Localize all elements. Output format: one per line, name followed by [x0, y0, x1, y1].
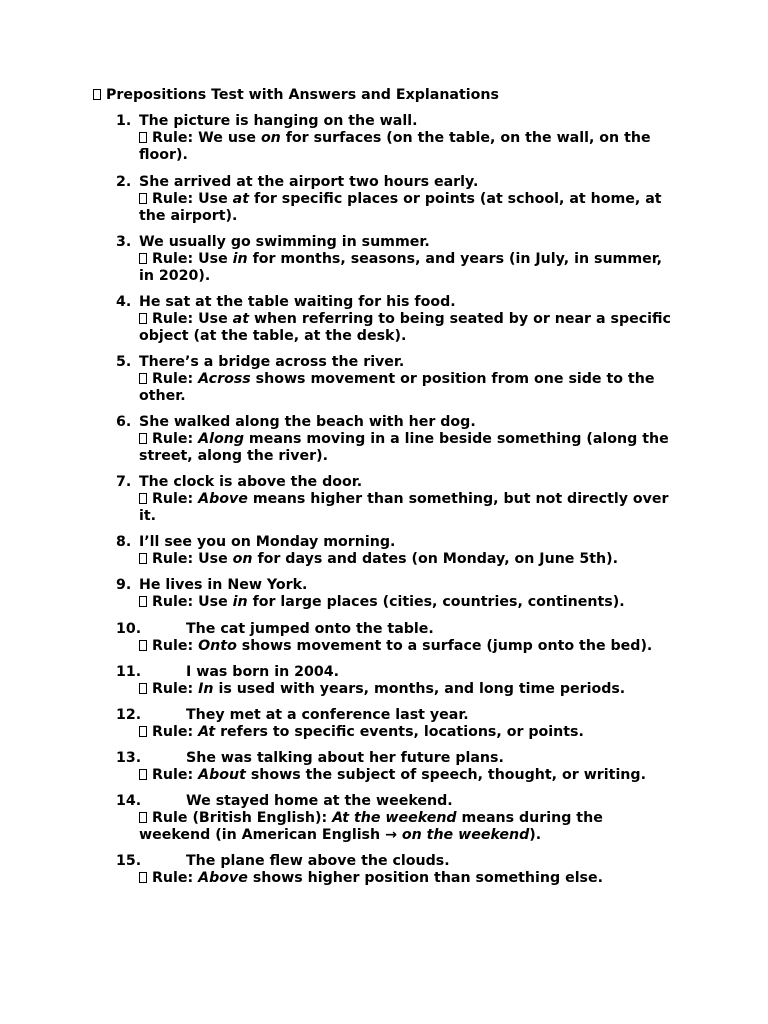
checkbox-glyph-icon	[139, 132, 147, 143]
checkbox-glyph-icon	[139, 769, 147, 780]
item-number: 14.	[116, 793, 142, 809]
rule-text: Rule:	[152, 767, 199, 783]
item-sentence: The cat jumped onto the table.	[186, 621, 434, 637]
checkbox-glyph-icon	[139, 373, 147, 384]
rule-text: means higher than something, but not directly over it.	[139, 491, 669, 524]
item-rule	[139, 638, 674, 655]
item-sentence: They met at a conference last year.	[186, 707, 469, 723]
rule-text: Rule (British English):	[152, 810, 333, 826]
checkbox-glyph-icon	[139, 596, 147, 607]
rule-keyword: At	[198, 724, 216, 740]
item-sentence: We stayed home at the weekend.	[186, 793, 453, 809]
rule-keyword: on the weekend	[401, 826, 530, 843]
rule-text: Rule:	[152, 870, 199, 886]
checkbox-glyph-icon	[139, 683, 147, 694]
item-sentence: The clock is above the door.	[139, 474, 363, 490]
checkbox-glyph-icon	[139, 812, 147, 823]
item-rule	[139, 594, 674, 611]
checkbox-glyph-icon	[139, 193, 147, 204]
rule-text: Rule: Use	[152, 311, 233, 327]
rule-text: Rule: Use	[152, 191, 233, 207]
rule-text: for months, seasons, and years (in July, in summer, in 2020).	[139, 251, 663, 284]
checkbox-glyph-icon	[139, 313, 147, 324]
rule-text: refers to specific events, locations, or points.	[215, 724, 584, 740]
checkbox-glyph-icon	[139, 872, 147, 883]
item-sentence: He lives in New York.	[139, 577, 308, 593]
item-rule	[139, 371, 674, 404]
document-title	[93, 87, 499, 104]
rule-text: for large places (cities, countries, continents).	[247, 594, 625, 610]
item-rule	[139, 551, 674, 568]
rule-text: means during the weekend (in American English →	[139, 810, 603, 843]
item-rule	[139, 491, 674, 524]
item-rule	[139, 810, 674, 843]
rule-keyword: About	[198, 767, 246, 783]
rule-text: ).	[529, 826, 542, 843]
checkbox-glyph-icon	[139, 640, 147, 651]
rule-text: Rule:	[152, 724, 199, 740]
item-number: 10.	[116, 621, 142, 637]
rule-keyword: on	[232, 551, 253, 567]
item-sentence: He sat at the table waiting for his food.	[139, 294, 456, 310]
rule-text: shows higher position than something else.	[247, 870, 604, 886]
checkbox-glyph-icon	[93, 89, 101, 100]
rule-text: Rule:	[152, 491, 199, 507]
rule-keyword: Across	[198, 371, 251, 387]
rule-text: means moving in a line beside something (along the street, along the river).	[139, 431, 669, 464]
checkbox-glyph-icon	[139, 433, 147, 444]
rule-keyword: in	[232, 251, 248, 267]
rule-keyword: Above	[198, 491, 248, 507]
item-sentence: She walked along the beach with her dog.	[139, 414, 476, 430]
rule-text: shows the subject of speech, thought, or writing.	[245, 767, 646, 783]
rule-text: Rule: Use	[152, 551, 233, 567]
rule-text: for days and dates (on Monday, on June 5th).	[252, 551, 618, 567]
item-number: 9.	[116, 577, 132, 593]
checkbox-glyph-icon	[139, 553, 147, 564]
item-rule	[139, 724, 674, 741]
rule-keyword: Above	[198, 870, 248, 886]
item-sentence: She arrived at the airport two hours early.	[139, 174, 479, 190]
item-sentence: She was talking about her future plans.	[186, 750, 504, 766]
item-number: 2.	[116, 174, 132, 190]
rule-keyword: at	[232, 191, 250, 207]
rule-keyword: Along	[198, 431, 244, 447]
item-sentence: We usually go swimming in summer.	[139, 234, 430, 250]
rule-keyword: on	[260, 130, 281, 146]
rule-text: shows movement or position from one side to the other.	[139, 371, 655, 404]
rule-keyword: In	[198, 681, 214, 697]
rule-text: Rule:	[152, 638, 199, 654]
rule-text: Rule: We use	[152, 130, 261, 146]
checkbox-glyph-icon	[139, 493, 147, 504]
rule-keyword: in	[232, 594, 248, 610]
rule-text: when referring to being seated by or near a specific object (at the table, at the desk).	[139, 311, 671, 344]
item-number: 11.	[116, 664, 142, 680]
item-number: 13.	[116, 750, 142, 766]
rule-text: Rule: Use	[152, 251, 233, 267]
item-number: 15.	[116, 853, 142, 869]
item-number: 3.	[116, 234, 132, 250]
item-rule	[139, 191, 674, 224]
checkbox-glyph-icon	[139, 726, 147, 737]
item-rule	[139, 431, 674, 464]
item-number: 4.	[116, 294, 132, 310]
item-rule	[139, 130, 674, 163]
item-number: 6.	[116, 414, 132, 430]
item-number: 8.	[116, 534, 132, 550]
item-sentence: I’ll see you on Monday morning.	[139, 534, 396, 550]
item-rule	[139, 767, 674, 784]
item-sentence: I was born in 2004.	[186, 664, 340, 680]
rule-keyword: at	[232, 311, 250, 327]
rule-text: Rule: Use	[152, 594, 233, 610]
rule-text: is used with years, months, and long time periods.	[213, 681, 626, 697]
checkbox-glyph-icon	[139, 253, 147, 264]
item-sentence: The plane flew above the clouds.	[186, 853, 450, 869]
item-rule	[139, 681, 674, 698]
rule-text: shows movement to a surface (jump onto the bed).	[236, 638, 653, 654]
rule-keyword: Onto	[198, 638, 237, 654]
rule-keyword: At the weekend	[332, 810, 457, 826]
item-number: 5.	[116, 354, 132, 370]
item-rule	[139, 251, 674, 284]
item-sentence: There’s a bridge across the river.	[139, 354, 405, 370]
item-number: 7.	[116, 474, 132, 490]
item-rule	[139, 870, 674, 887]
item-rule	[139, 311, 674, 344]
item-sentence: The picture is hanging on the wall.	[139, 113, 418, 129]
title-text: Prepositions Test with Answers and Explanations	[106, 87, 499, 103]
item-number: 1.	[116, 113, 132, 129]
rule-text: Rule:	[152, 681, 199, 697]
rule-text: Rule:	[152, 431, 199, 447]
rule-text: for specific places or points (at school, at home, at the airport).	[139, 191, 662, 224]
rule-text: for surfaces (on the table, on the wall, on the floor).	[139, 130, 651, 163]
item-number: 12.	[116, 707, 142, 723]
rule-text: Rule:	[152, 371, 199, 387]
